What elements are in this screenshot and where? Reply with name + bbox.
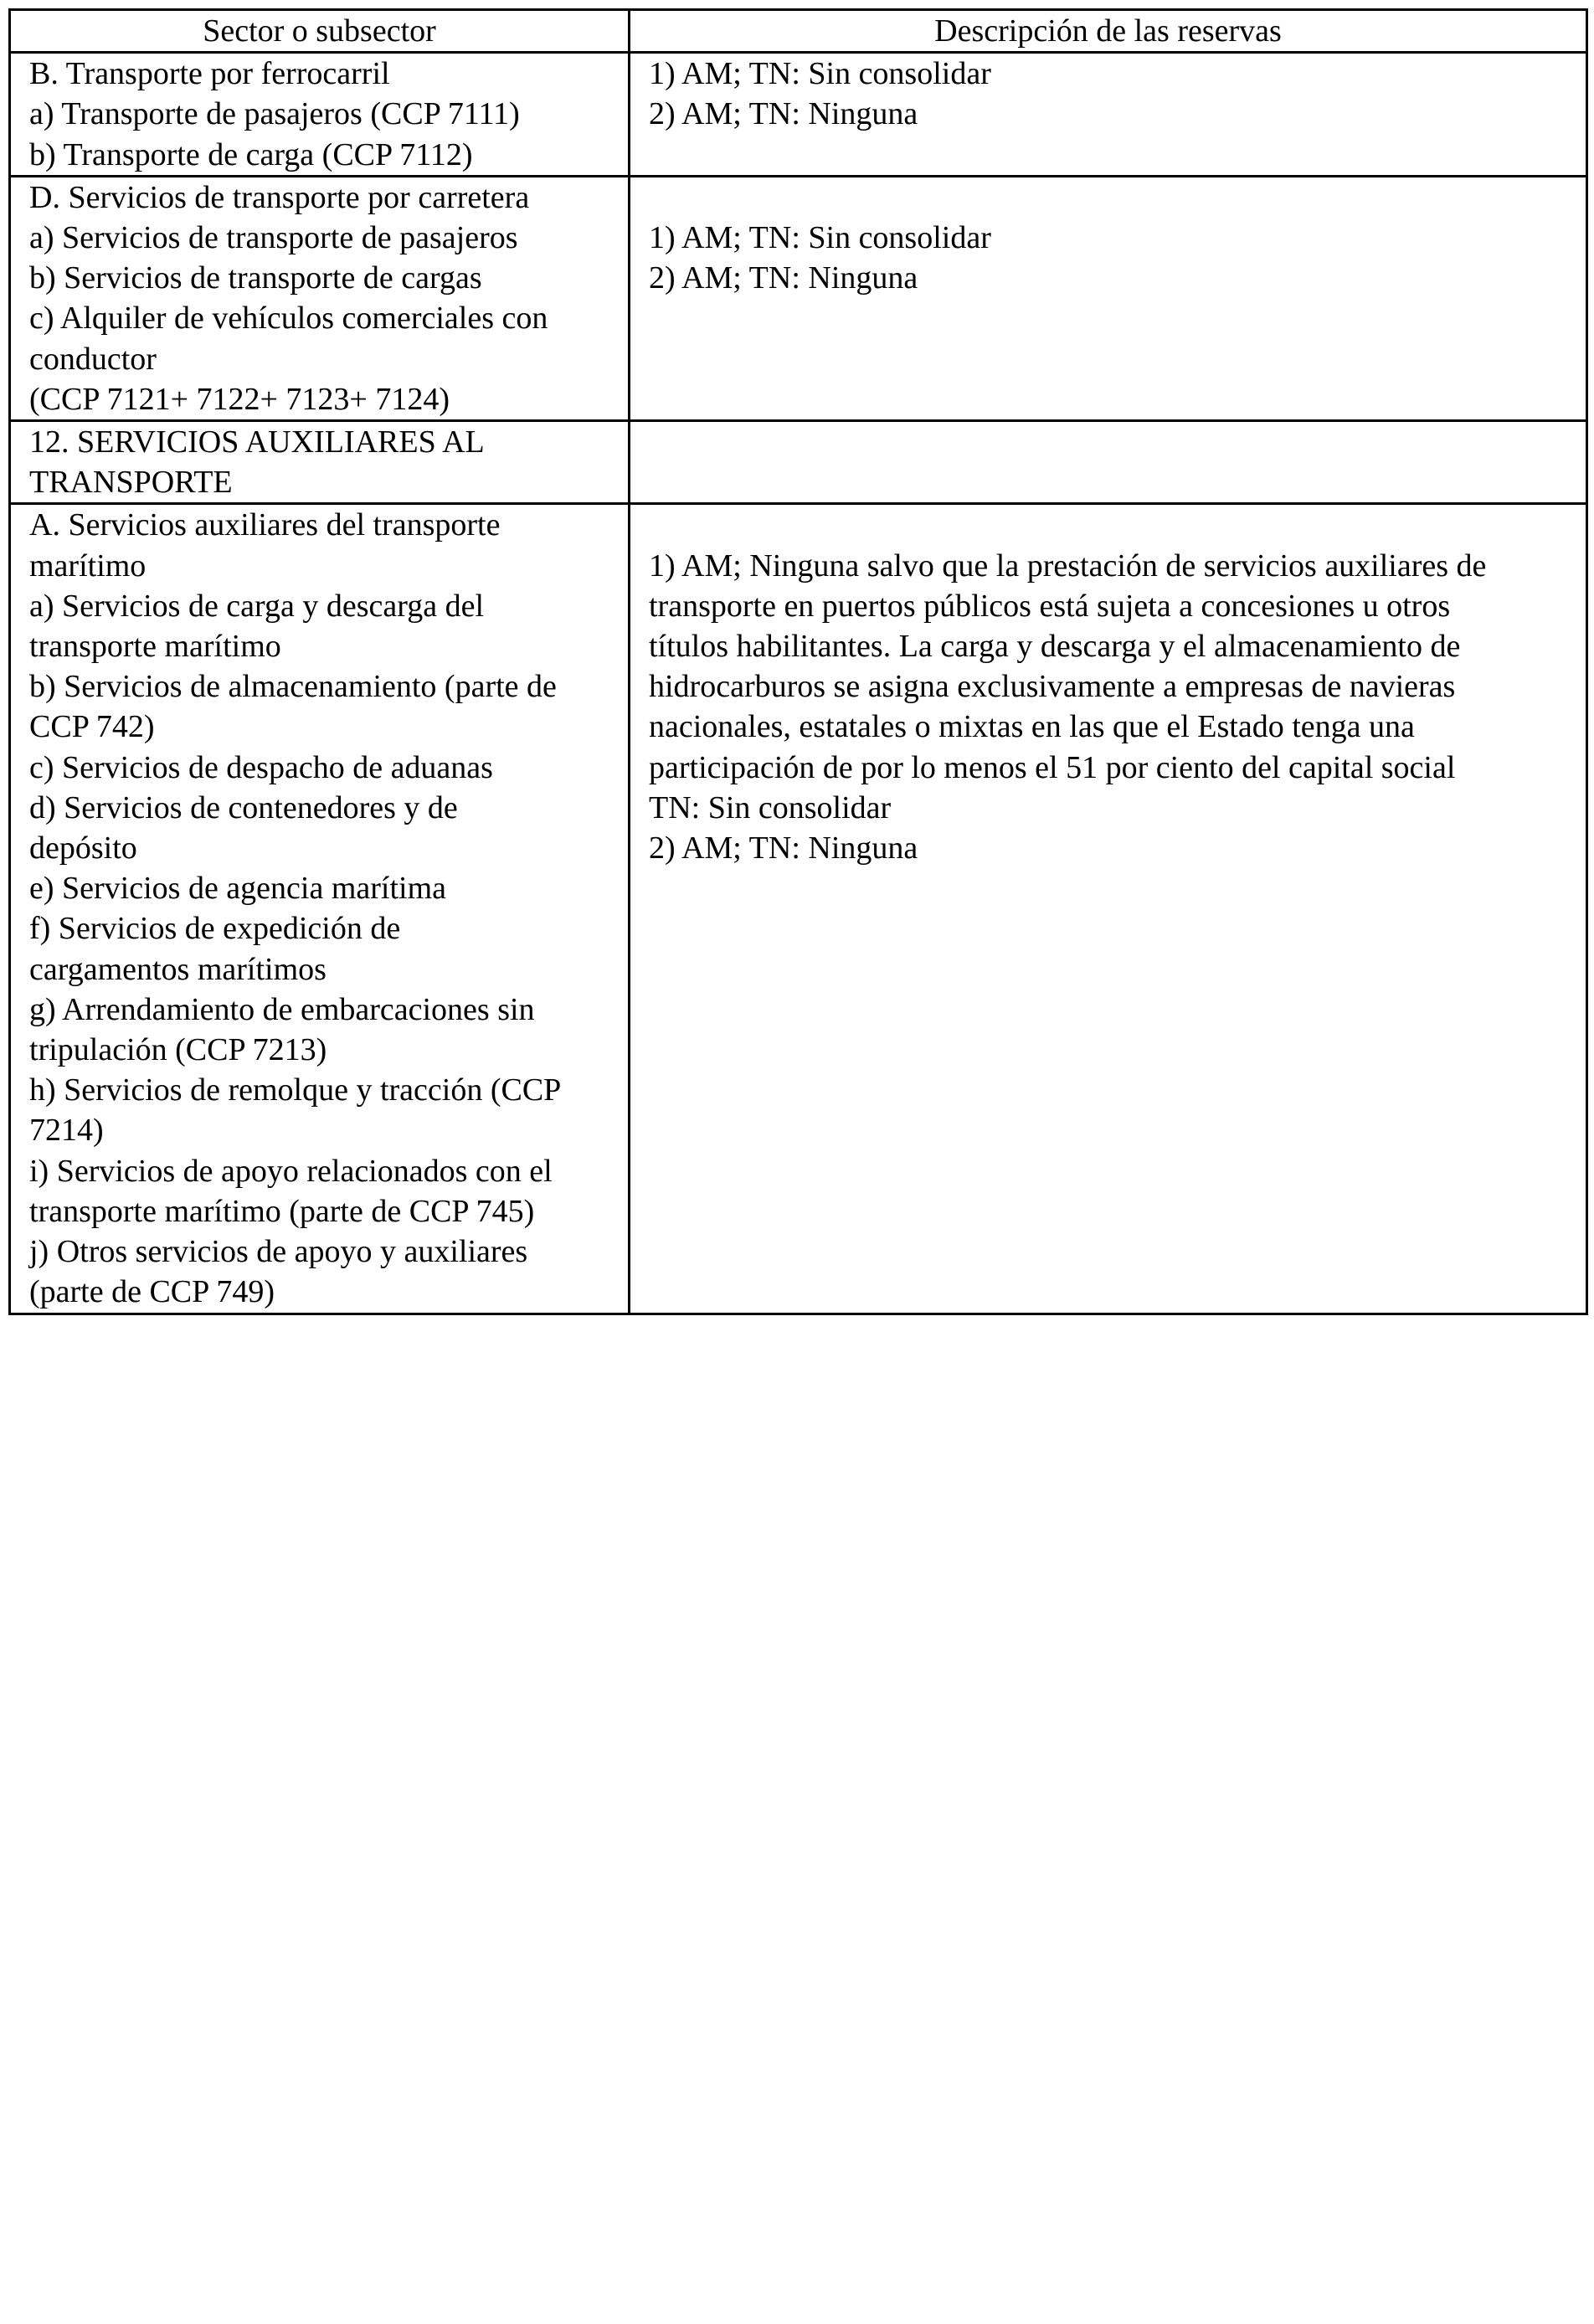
description-line: 1) AM; TN: Sin consolidar — [649, 220, 991, 255]
table-row — [10, 504, 1587, 1314]
sector-line: a) Servicios de carga y descarga del — [29, 588, 485, 624]
sector-line: d) Servicios de contenedores y de — [29, 789, 458, 825]
sector-line: c) Alquiler de vehículos comerciales con — [29, 301, 548, 337]
sector-cell — [10, 421, 630, 504]
description-cell — [630, 421, 1587, 504]
sector-line: 12. SERVICIOS AUXILIARES AL — [29, 424, 485, 460]
sector-line: cargamentos marítimos — [29, 951, 327, 987]
reserves-table — [8, 8, 1588, 1315]
description-line: 1) AM; TN: Sin consolidar — [649, 56, 991, 92]
sector-line: b) Transporte de carga (CCP 7112) — [29, 136, 473, 172]
sector-line: TRANSPORTE — [29, 465, 233, 501]
description-line: participación de por lo menos el 51 por ciento del capital social — [649, 749, 1456, 785]
sector-line: a) Transporte de pasajeros (CCP 7111) — [29, 96, 520, 132]
sector-line: (parte de CCP 749) — [29, 1274, 275, 1310]
table-row — [10, 53, 1587, 177]
sector-cell — [10, 504, 630, 1314]
sector-line: 7214) — [29, 1113, 104, 1149]
description-cell — [630, 176, 1587, 420]
table-row — [10, 421, 1587, 504]
sector-line: A. Servicios auxiliares del transporte — [29, 507, 501, 543]
header-row — [10, 10, 1587, 53]
description-line: hidrocarburos se asigna exclusivamente a empresas de navieras — [649, 669, 1456, 705]
description-line: transporte en puertos públicos está sujeta a concesiones u otros — [649, 588, 1451, 624]
sector-line: CCP 742) — [29, 709, 155, 745]
sector-line: transporte marítimo — [29, 629, 281, 665]
description-line: 2) AM; TN: Ninguna — [649, 96, 918, 132]
sector-line: conductor — [29, 341, 157, 377]
blank-line — [649, 505, 1569, 545]
sector-line: D. Servicios de transporte por carretera — [29, 179, 530, 215]
description-line: títulos habilitantes. La carga y descarga y el almacenamiento de — [649, 629, 1461, 665]
sector-line: c) Servicios de despacho de aduanas — [29, 749, 493, 785]
sector-line: depósito — [29, 830, 137, 866]
description-cell — [630, 504, 1587, 1314]
sector-line: i) Servicios de apoyo relacionados con el — [29, 1153, 553, 1189]
description-line: nacionales, estatales o mixtas en las que el Estado tenga una — [649, 709, 1415, 745]
sector-line: b) Servicios de almacenamiento (parte de — [29, 669, 557, 705]
sector-cell — [10, 53, 630, 177]
description-cell — [630, 53, 1587, 177]
sector-line: transporte marítimo (parte de CCP 745) — [29, 1193, 535, 1229]
sector-line: B. Transporte por ferrocarril — [29, 56, 390, 92]
header-description: Descripción de las reservas — [630, 10, 1587, 53]
sector-line: j) Otros servicios de apoyo y auxiliares — [29, 1234, 528, 1270]
header-sector: Sector o subsector — [10, 10, 630, 53]
sector-line: h) Servicios de remolque y tracción (CCP — [29, 1072, 562, 1108]
sector-line: tripulación (CCP 7213) — [29, 1032, 327, 1068]
description-line: 2) AM; TN: Ninguna — [649, 830, 918, 866]
sector-line: b) Servicios de transporte de cargas — [29, 260, 482, 296]
description-line: 2) AM; TN: Ninguna — [649, 260, 918, 296]
sector-line: g) Arrendamiento de embarcaciones sin — [29, 991, 535, 1027]
description-line: 1) AM; Ninguna salvo que la prestación de servicios auxiliares de — [649, 548, 1487, 584]
sector-line: a) Servicios de transporte de pasajeros — [29, 220, 518, 256]
sector-cell — [10, 176, 630, 420]
sector-line: f) Servicios de expedición de — [29, 911, 401, 947]
sector-line: marítimo — [29, 548, 147, 584]
sector-line: e) Servicios de agencia marítima — [29, 871, 447, 907]
description-line: TN: Sin consolidar — [649, 789, 892, 825]
sector-line: (CCP 7121+ 7122+ 7123+ 7124) — [29, 381, 450, 417]
blank-line — [649, 177, 1569, 218]
table-row — [10, 176, 1587, 420]
